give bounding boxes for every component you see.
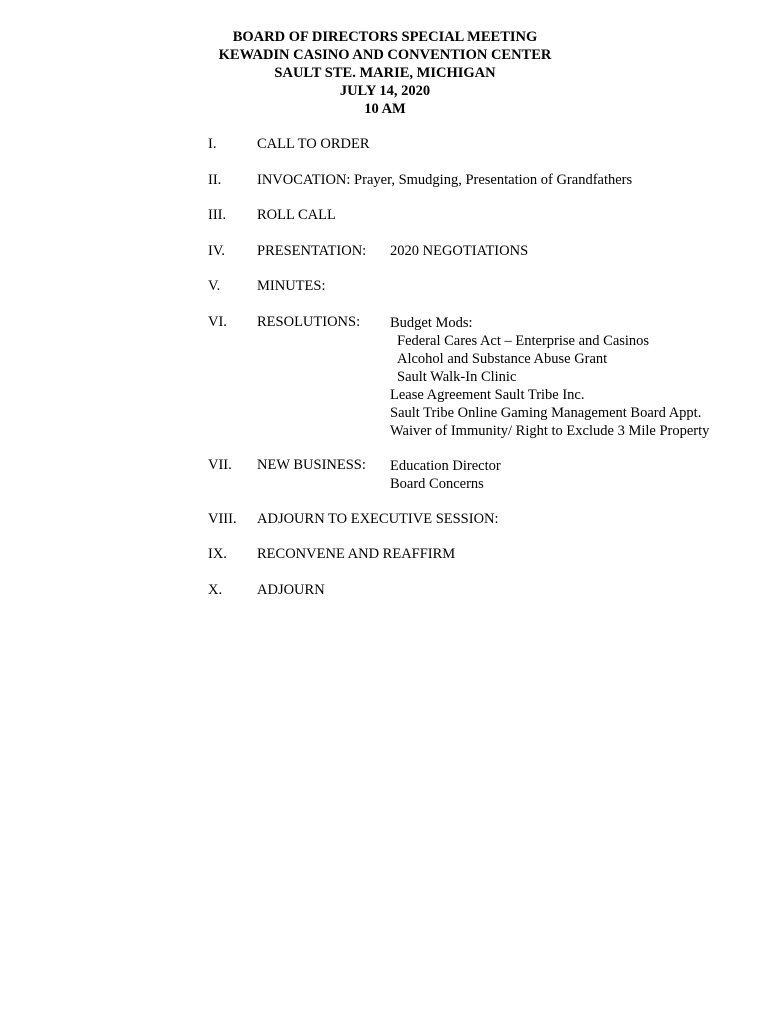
agenda-numeral: IV.	[208, 243, 226, 259]
agenda-label: PRESENTATION:	[257, 243, 367, 259]
agenda-numeral: VII.	[208, 457, 232, 473]
resolution-walk-in-clinic: Sault Walk-In Clinic	[397, 369, 517, 385]
meeting-location: SAULT STE. MARIE, MICHIGAN	[274, 65, 496, 81]
agenda-label: RECONVENE AND REAFFIRM	[257, 546, 456, 562]
agenda-numeral: VIII.	[208, 511, 237, 527]
resolution-alcohol-grant: Alcohol and Substance Abuse Grant	[397, 351, 608, 367]
agenda-label: RESOLUTIONS:	[257, 314, 361, 330]
agenda-numeral: II.	[208, 172, 222, 188]
meeting-date: JULY 14, 2020	[339, 83, 431, 99]
resolutions-list	[390, 314, 709, 440]
agenda-label: CALL TO ORDER	[257, 136, 370, 152]
new-business-list	[390, 457, 501, 493]
new-business-board-concerns: Board Concerns	[390, 476, 484, 492]
agenda-label: ADJOURN	[257, 582, 325, 598]
agenda-label: MINUTES:	[257, 278, 326, 294]
agenda-label: ADJOURN TO EXECUTIVE SESSION:	[257, 511, 499, 527]
agenda-label: ROLL CALL	[257, 207, 336, 223]
resolution-federal-cares-act: Federal Cares Act – Enterprise and Casinos	[397, 333, 650, 349]
meeting-title: BOARD OF DIRECTORS SPECIAL MEETING	[232, 29, 538, 45]
new-business-education-director: Education Director	[390, 458, 501, 474]
resolution-gaming-board: Sault Tribe Online Gaming Management Board Appt.	[390, 405, 702, 421]
agenda-numeral: V.	[208, 278, 221, 294]
resolution-waiver-immunity: Waiver of Immunity/ Right to Exclude 3 Mile Property	[390, 423, 710, 439]
agenda-label: NEW BUSINESS:	[257, 457, 366, 473]
agenda-numeral: X.	[208, 582, 223, 598]
meeting-time: 10 AM	[364, 101, 406, 117]
agenda-numeral: III.	[208, 207, 227, 223]
agenda-detail: 2020 NEGOTIATIONS	[390, 243, 529, 259]
meeting-venue: KEWADIN CASINO AND CONVENTION CENTER	[218, 47, 552, 63]
resolution-lease-agreement: Lease Agreement Sault Tribe Inc.	[390, 387, 585, 403]
meeting-header	[0, 28, 770, 118]
resolution-budget-mods: Budget Mods:	[390, 315, 473, 331]
agenda-numeral: I.	[208, 136, 217, 152]
agenda-numeral: VI.	[208, 314, 227, 330]
agenda-numeral: IX.	[208, 546, 227, 562]
agenda-label: INVOCATION: Prayer, Smudging, Presentation of Grandfathers	[257, 172, 633, 188]
